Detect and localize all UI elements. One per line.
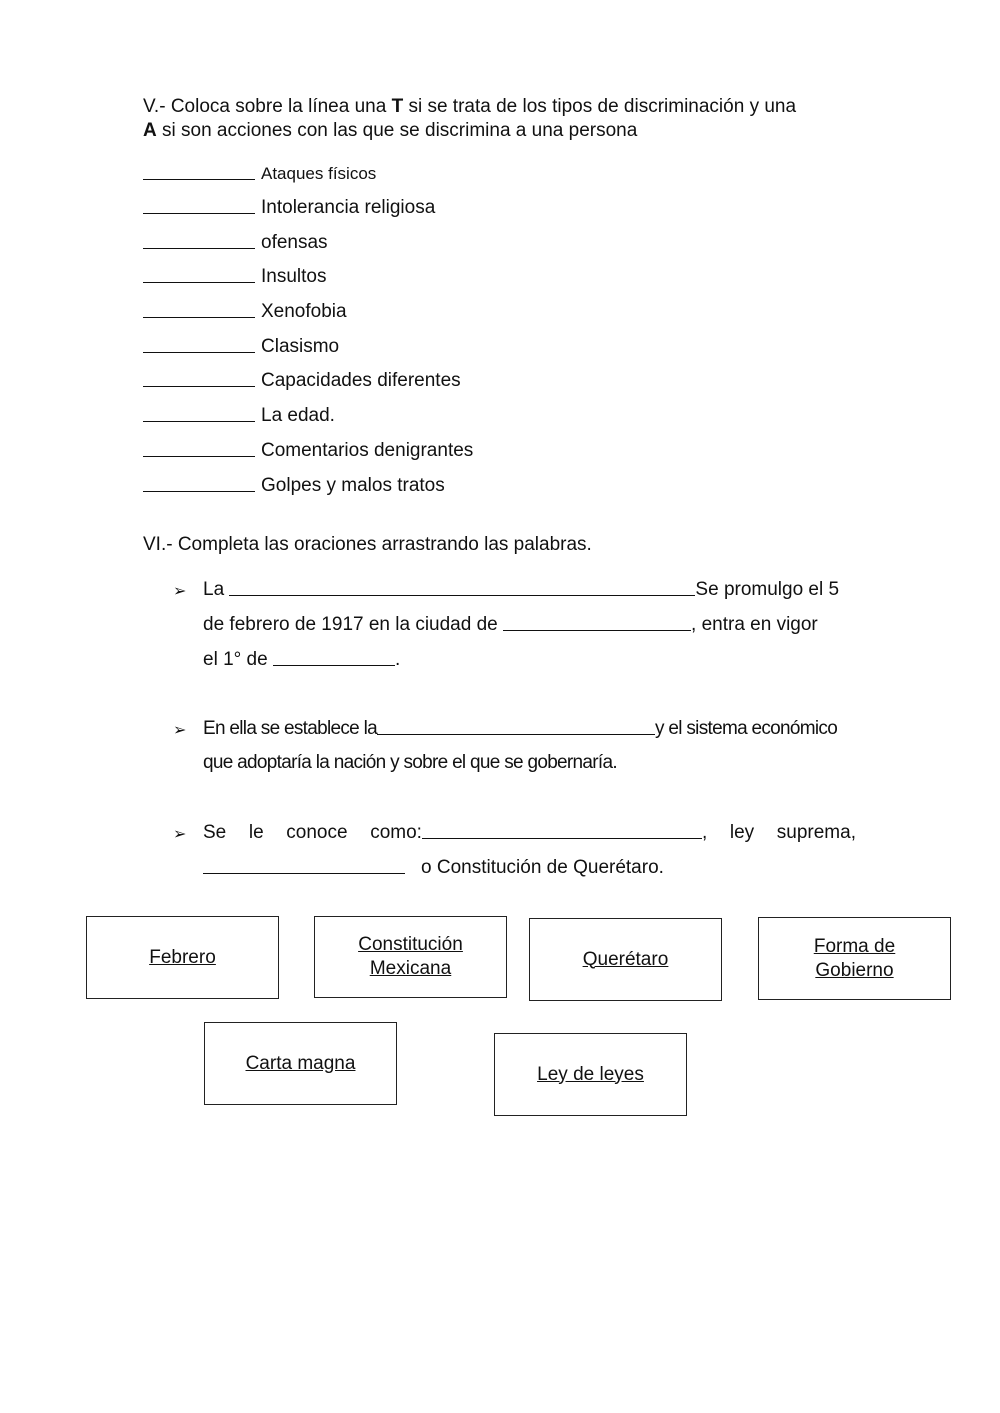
sentence-text: ley [729, 822, 755, 843]
list-item [143, 336, 339, 358]
answer-blank[interactable] [143, 372, 255, 387]
answer-blank[interactable] [143, 442, 255, 457]
sentence-text: , entra en vigor [691, 614, 818, 635]
item-label: Capacidades diferentes [261, 370, 461, 391]
answer-blank[interactable] [143, 338, 255, 353]
answer-blank[interactable] [143, 407, 255, 422]
list-item [143, 475, 445, 497]
title-text: V.- Coloca sobre la línea una [143, 96, 392, 117]
sentence-text: suprema, [776, 822, 856, 843]
item-label: La edad. [261, 405, 335, 426]
drop-zone-5[interactable] [422, 822, 702, 839]
sentence-text: La [203, 579, 230, 600]
sentence-text: y el sistema económico [655, 718, 838, 739]
sentence-1-line-2 [203, 614, 818, 636]
answer-blank[interactable] [143, 199, 255, 214]
word-card-label: Mexicana [369, 958, 452, 979]
list-item [143, 197, 435, 219]
answer-blank[interactable] [143, 303, 255, 318]
list-item [143, 266, 326, 288]
sentence-text: , [701, 822, 708, 843]
list-item [143, 232, 328, 254]
title-bold-a: A [143, 120, 157, 141]
title-text: si son acciones con las que se discrimina a una persona [156, 120, 638, 141]
list-item [143, 405, 335, 427]
sentence-2-line-2: que adoptaría la nación y sobre el que se gobernaría. [203, 752, 617, 773]
word-card-label: Querétaro [582, 948, 669, 970]
word-card-constitucion-mexicana[interactable] [314, 916, 507, 998]
item-label: Comentarios denigrantes [261, 440, 474, 461]
item-label: ofensas [261, 232, 328, 253]
section-vi-title: VI.- Completa las oraciones arrastrando las palabras. [143, 534, 592, 555]
sentence-text: le [248, 822, 264, 843]
item-label: Ataques físicos [261, 164, 377, 183]
item-label: Insultos [261, 266, 327, 287]
answer-blank[interactable] [143, 165, 255, 180]
word-card-label: Gobierno [815, 959, 894, 981]
list-item [143, 370, 461, 392]
bullet-arrow-icon: ➢ [173, 722, 187, 739]
word-card-ley-de-leyes[interactable] [494, 1033, 687, 1116]
sentence-text: el 1° de [203, 649, 273, 670]
answer-blank[interactable] [143, 268, 255, 283]
drop-zone-1[interactable] [229, 579, 695, 596]
item-label: Clasismo [261, 336, 340, 357]
word-card-label: Febrero [149, 946, 216, 968]
section-v-title [143, 95, 796, 143]
word-card-label: Carta magna [245, 1052, 356, 1074]
drop-zone-2[interactable] [503, 614, 691, 631]
list-item [143, 440, 473, 462]
bullet-arrow-icon: ➢ [173, 583, 187, 600]
answer-blank[interactable] [143, 234, 255, 249]
bullet-arrow-icon: ➢ [173, 826, 187, 843]
title-text: si se trata de los tipos de discriminación y una [403, 96, 797, 117]
drop-zone-3[interactable] [273, 649, 395, 666]
word-card-label: Forma de [813, 935, 896, 957]
answer-blank[interactable] [143, 477, 255, 492]
word-card-queretaro[interactable] [529, 918, 722, 1001]
word-card-label: Constitución [358, 934, 463, 955]
sentence-text: de febrero de 1917 en la ciudad de [203, 614, 504, 635]
word-card-label: Ley de leyes [537, 1063, 644, 1085]
sentence-1-line-3 [203, 649, 400, 671]
title-bold-t: T [391, 96, 404, 117]
list-item [143, 301, 347, 323]
sentence-text: En ella se establece la [203, 718, 378, 739]
word-card-carta-magna[interactable] [204, 1022, 397, 1105]
sentence-text: conoce [286, 822, 348, 843]
sentence-3-line-1 [203, 822, 856, 844]
sentence-text: o Constitución de Querétaro. [421, 857, 664, 878]
sentence-3-line-2 [203, 857, 664, 879]
sentence-text: Se promulgo el 5 [695, 579, 840, 600]
word-card-febrero[interactable] [86, 916, 279, 999]
drop-zone-6[interactable] [203, 857, 405, 874]
sentence-2-line-1 [203, 718, 837, 740]
item-label: Intolerancia religiosa [261, 197, 436, 218]
word-card-forma-de-gobierno[interactable] [758, 917, 951, 1000]
drop-zone-4[interactable] [377, 718, 655, 735]
item-label: Xenofobia [261, 301, 347, 322]
sentence-text: Se [203, 822, 227, 843]
sentence-text: como: [370, 822, 422, 843]
item-label: Golpes y malos tratos [261, 475, 445, 496]
sentence-1-line-1 [203, 579, 839, 601]
sentence-text: . [394, 649, 401, 670]
list-item [143, 164, 376, 184]
